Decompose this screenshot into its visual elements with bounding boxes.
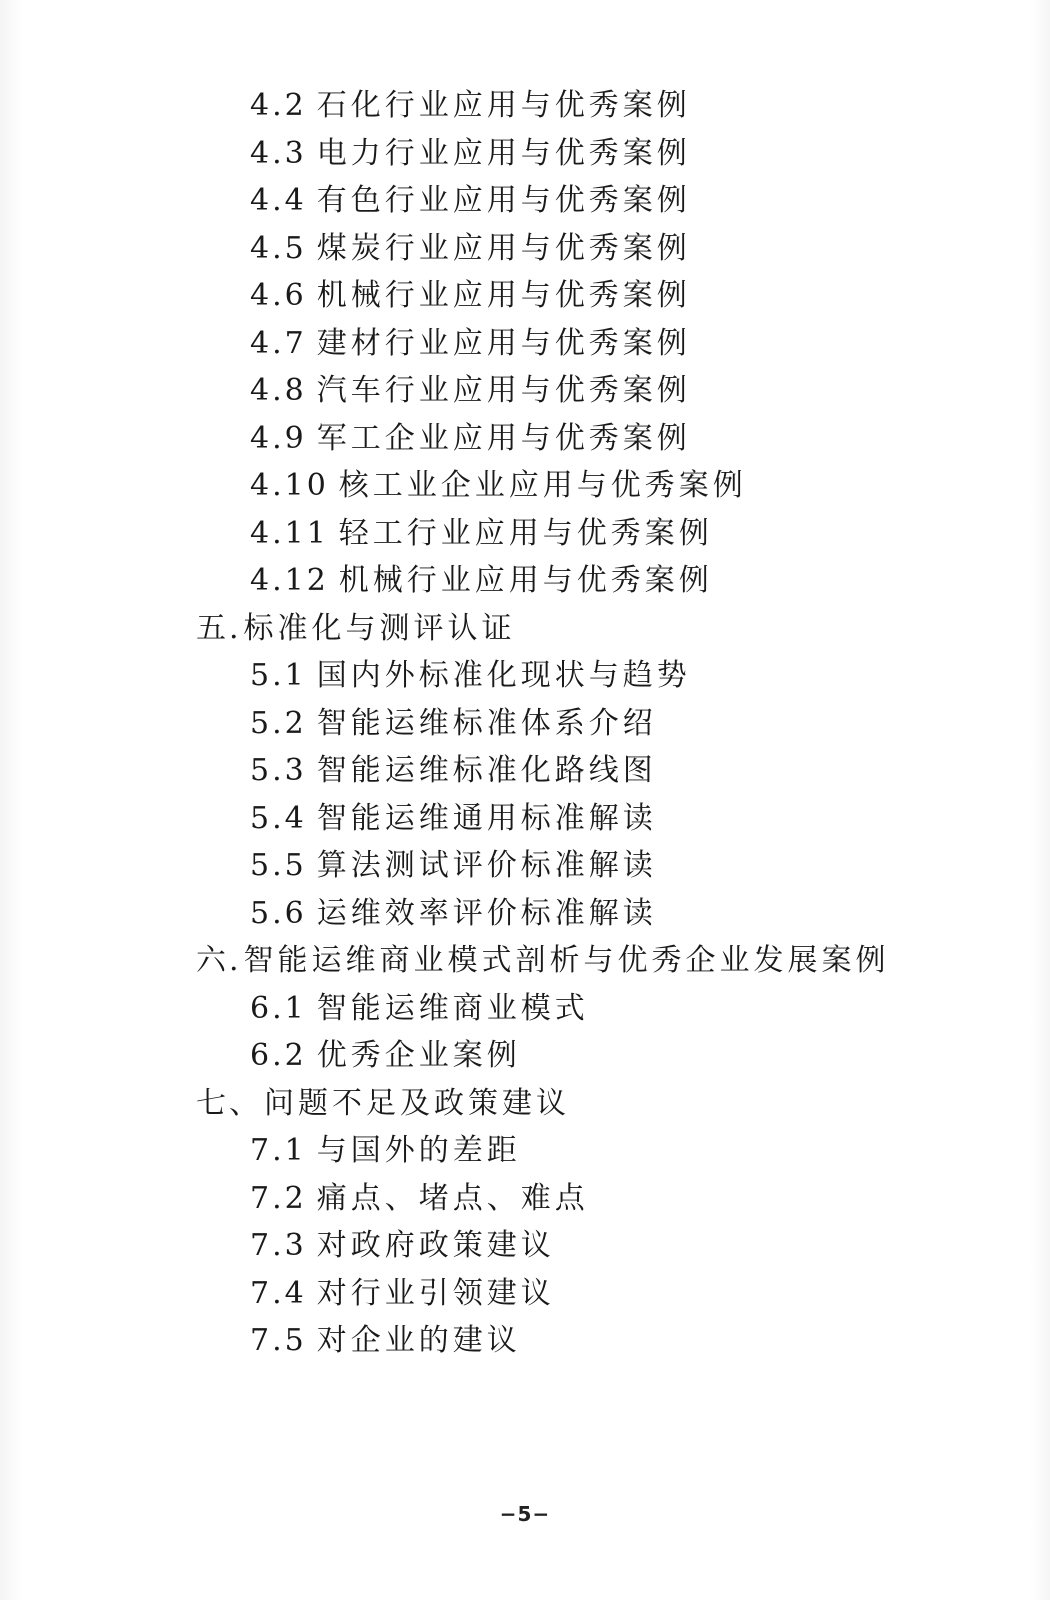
toc-title: 有色行业应用与优秀案例 xyxy=(316,183,691,218)
toc-subsection-item xyxy=(0,225,1050,273)
toc-title: 电力行业应用与优秀案例 xyxy=(316,135,691,171)
page-number: −5− xyxy=(499,1502,551,1526)
toc-title: 石化行业应用与优秀案例 xyxy=(316,88,691,123)
toc-number: 4.4 xyxy=(250,183,307,218)
toc-subsection-item xyxy=(0,177,1050,225)
toc-number: 4.8 xyxy=(250,373,307,408)
toc-subsection-item xyxy=(0,1127,1050,1175)
toc-title: 对行业引领建议 xyxy=(316,1275,555,1311)
toc-number: 7.4 xyxy=(250,1275,307,1311)
toc-number: 6.2 xyxy=(250,1038,307,1073)
toc-number: 5.2 xyxy=(250,705,307,741)
toc-subsection-item xyxy=(0,82,1050,130)
toc-number: 5.1 xyxy=(250,658,307,693)
toc-section-heading xyxy=(0,605,1050,653)
toc-subsection-item xyxy=(0,1317,1050,1365)
toc-title: 机械行业应用与优秀案例 xyxy=(316,278,691,313)
toc-subsection-item xyxy=(0,1222,1050,1270)
toc-subsection-item xyxy=(0,1270,1050,1318)
toc-subsection-item xyxy=(0,415,1050,463)
toc-subsection-item xyxy=(0,367,1050,415)
toc-title: 智能运维通用标准解读 xyxy=(316,800,657,836)
toc-subsection-item xyxy=(0,985,1050,1033)
toc-number: 5.6 xyxy=(250,895,307,931)
table-of-contents xyxy=(0,82,1050,1365)
toc-section-heading xyxy=(0,937,1050,985)
toc-subsection-item xyxy=(0,842,1050,890)
toc-section-heading xyxy=(0,1080,1050,1128)
toc-subsection-item xyxy=(0,747,1050,795)
toc-number: 4.9 xyxy=(250,420,307,456)
toc-number: 4.11 xyxy=(250,515,329,551)
toc-title: 智能运维标准化路线图 xyxy=(316,753,657,788)
toc-title: 运维效率评价标准解读 xyxy=(316,895,657,931)
toc-subsection-item xyxy=(0,510,1050,558)
toc-title: 痛点、堵点、难点 xyxy=(316,1180,589,1216)
toc-title: 智能运维商业模式 xyxy=(316,990,589,1026)
toc-number: 4.6 xyxy=(250,278,307,313)
toc-title: 优秀企业案例 xyxy=(316,1038,521,1073)
toc-subsection-item xyxy=(0,795,1050,843)
toc-title: 对政府政策建议 xyxy=(316,1228,555,1263)
toc-subsection-item xyxy=(0,130,1050,178)
toc-number: 5.4 xyxy=(250,800,307,836)
toc-title: 国内外标准化现状与趋势 xyxy=(316,658,691,693)
toc-title: 军工企业应用与优秀案例 xyxy=(316,420,691,456)
toc-number: 4.7 xyxy=(250,325,307,361)
toc-title: 对企业的建议 xyxy=(316,1323,521,1358)
toc-subsection-item xyxy=(0,557,1050,605)
toc-title: 智能运维标准体系介绍 xyxy=(316,705,657,741)
toc-title: 智能运维商业模式剖析与优秀企业发展案例 xyxy=(243,943,890,978)
toc-subsection-item xyxy=(0,700,1050,748)
toc-number: 4.3 xyxy=(250,135,307,171)
toc-number: 5.3 xyxy=(250,753,307,788)
toc-title: 轻工行业应用与优秀案例 xyxy=(338,515,713,551)
toc-number: 4.10 xyxy=(250,468,329,503)
toc-title: 机械行业应用与优秀案例 xyxy=(338,563,713,598)
toc-title: 建材行业应用与优秀案例 xyxy=(316,325,691,361)
toc-subsection-item xyxy=(0,652,1050,700)
toc-subsection-item xyxy=(0,462,1050,510)
toc-subsection-item xyxy=(0,1032,1050,1080)
toc-number: 7.3 xyxy=(250,1228,307,1263)
toc-title: 核工业企业应用与优秀案例 xyxy=(338,468,747,503)
toc-number: 七、 xyxy=(196,1085,262,1121)
toc-number: 7.1 xyxy=(250,1133,307,1168)
toc-number: 7.5 xyxy=(250,1323,307,1358)
toc-number: 4.12 xyxy=(250,563,329,598)
toc-title: 标准化与测评认证 xyxy=(243,610,516,646)
toc-title: 算法测试评价标准解读 xyxy=(316,848,657,883)
toc-title: 与国外的差距 xyxy=(316,1133,521,1168)
toc-title: 问题不足及政策建议 xyxy=(264,1085,570,1121)
toc-subsection-item xyxy=(0,272,1050,320)
toc-number: 4.2 xyxy=(250,88,307,123)
toc-number: 4.5 xyxy=(250,230,307,266)
toc-number: 6.1 xyxy=(250,990,307,1026)
toc-number: 5.5 xyxy=(250,848,307,883)
toc-number: 五. xyxy=(196,610,242,646)
toc-subsection-item xyxy=(0,1175,1050,1223)
toc-number: 7.2 xyxy=(250,1180,307,1216)
toc-subsection-item xyxy=(0,890,1050,938)
toc-title: 煤炭行业应用与优秀案例 xyxy=(316,230,691,266)
toc-subsection-item xyxy=(0,320,1050,368)
toc-number: 六. xyxy=(196,943,242,978)
toc-title: 汽车行业应用与优秀案例 xyxy=(316,373,691,408)
